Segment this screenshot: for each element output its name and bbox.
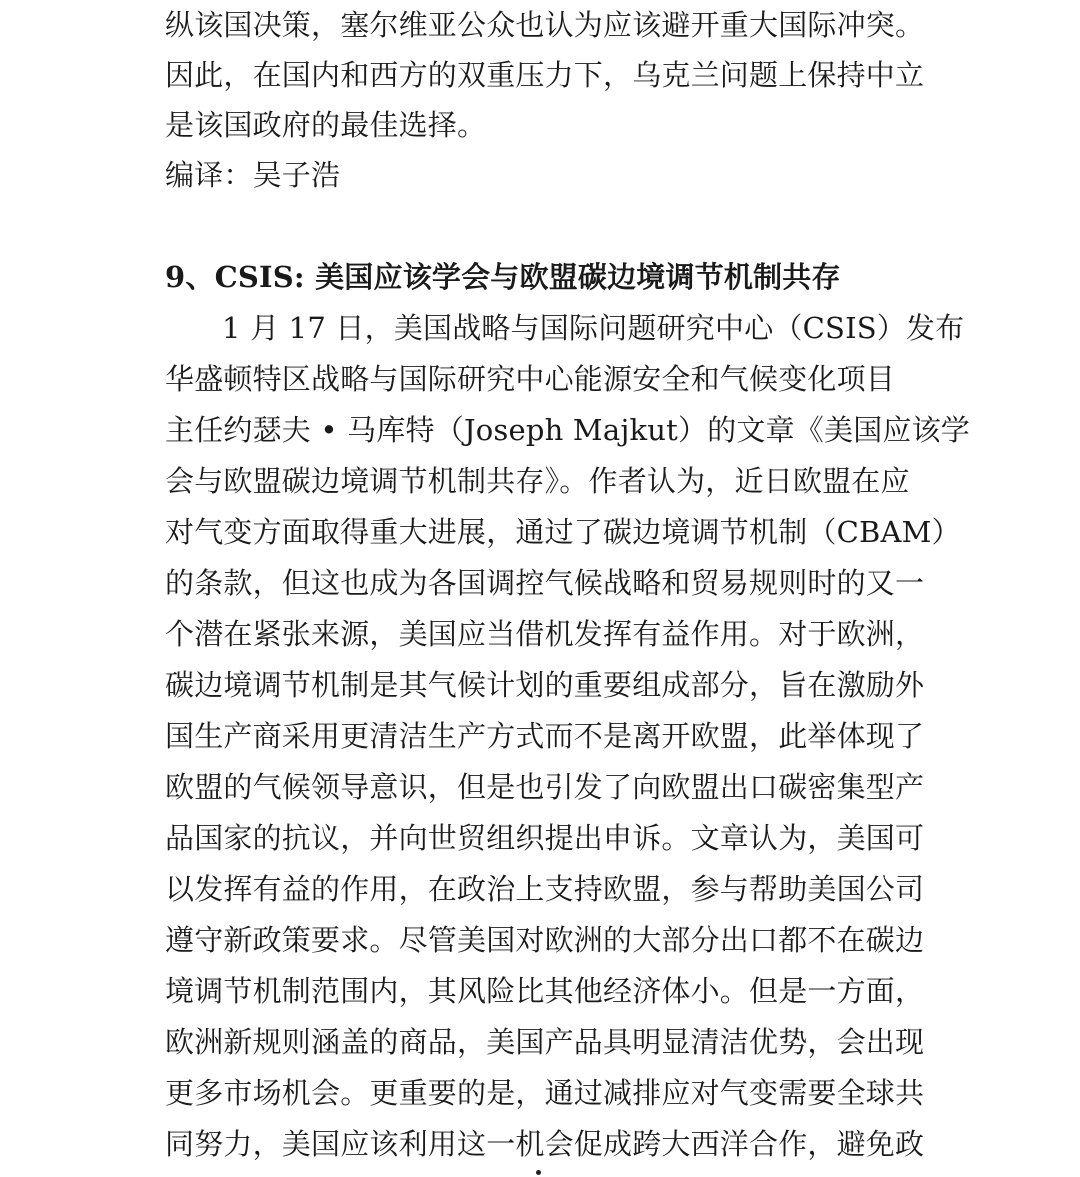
paragraph-line: 的条款，但这也成为各国调控气候战略和贸易规则时的又一: [165, 566, 925, 600]
paragraph-line: 欧盟的气候领导意识，但是也引发了向欧盟出口碳密集型产: [165, 770, 925, 804]
page-mark: [536, 1170, 541, 1175]
paragraph-line: 会与欧盟碳边境调节机制共存》。作者认为，近日欧盟在应: [165, 464, 910, 498]
paragraph-line: 欧洲新规则涵盖的商品，美国产品具明显清洁优势，会出现: [165, 1025, 925, 1059]
translator-credit: 编译：吴子浩: [165, 158, 341, 192]
section-heading: 9、CSIS: 美国应该学会与欧盟碳边境调节机制共存: [165, 260, 841, 294]
paragraph-line: 境调节机制范围内，其风险比其他经济体小。但是一方面，: [165, 974, 925, 1008]
paragraph-line: 纵该国决策，塞尔维亚公众也认为应该避开重大国际冲突。: [165, 8, 925, 42]
paragraph-line: 同努力，美国应该利用这一机会促成跨大西洋合作，避免政: [165, 1127, 925, 1161]
paragraph-line: 华盛顿特区战略与国际研究中心能源安全和气候变化项目: [165, 362, 896, 396]
paragraph-line: 碳边境调节机制是其气候计划的重要组成部分，旨在激励外: [165, 668, 925, 702]
paragraph-line: 主任约瑟夫 • 马库特（Joseph Majkut）的文章《美国应该学: [165, 413, 971, 447]
paragraph-line: 个潜在紧张来源，美国应当借机发挥有益作用。对于欧洲，: [165, 617, 925, 651]
paragraph-line: 1 月 17 日，美国战略与国际问题研究中心（CSIS）发布: [222, 311, 965, 345]
paragraph-line: 国生产商采用更清洁生产方式而不是离开欧盟，此举体现了: [165, 719, 925, 753]
paragraph-line: 是该国政府的最佳选择。: [165, 108, 487, 142]
paragraph-line: 遵守新政策要求。尽管美国对欧洲的大部分出口都不在碳边: [165, 923, 925, 957]
paragraph-line: 品国家的抗议，并向世贸组织提出申诉。文章认为，美国可: [165, 821, 925, 855]
paragraph-line: 以发挥有益的作用，在政治上支持欧盟，参与帮助美国公司: [165, 872, 925, 906]
paragraph-line: 对气变方面取得重大进展，通过了碳边境调节机制（CBAM）: [165, 515, 961, 549]
paragraph-line: 因此，在国内和西方的双重压力下，乌克兰问题上保持中立: [165, 58, 925, 92]
paragraph-line: 更多市场机会。更重要的是，通过减排应对气变需要全球共: [165, 1076, 925, 1110]
